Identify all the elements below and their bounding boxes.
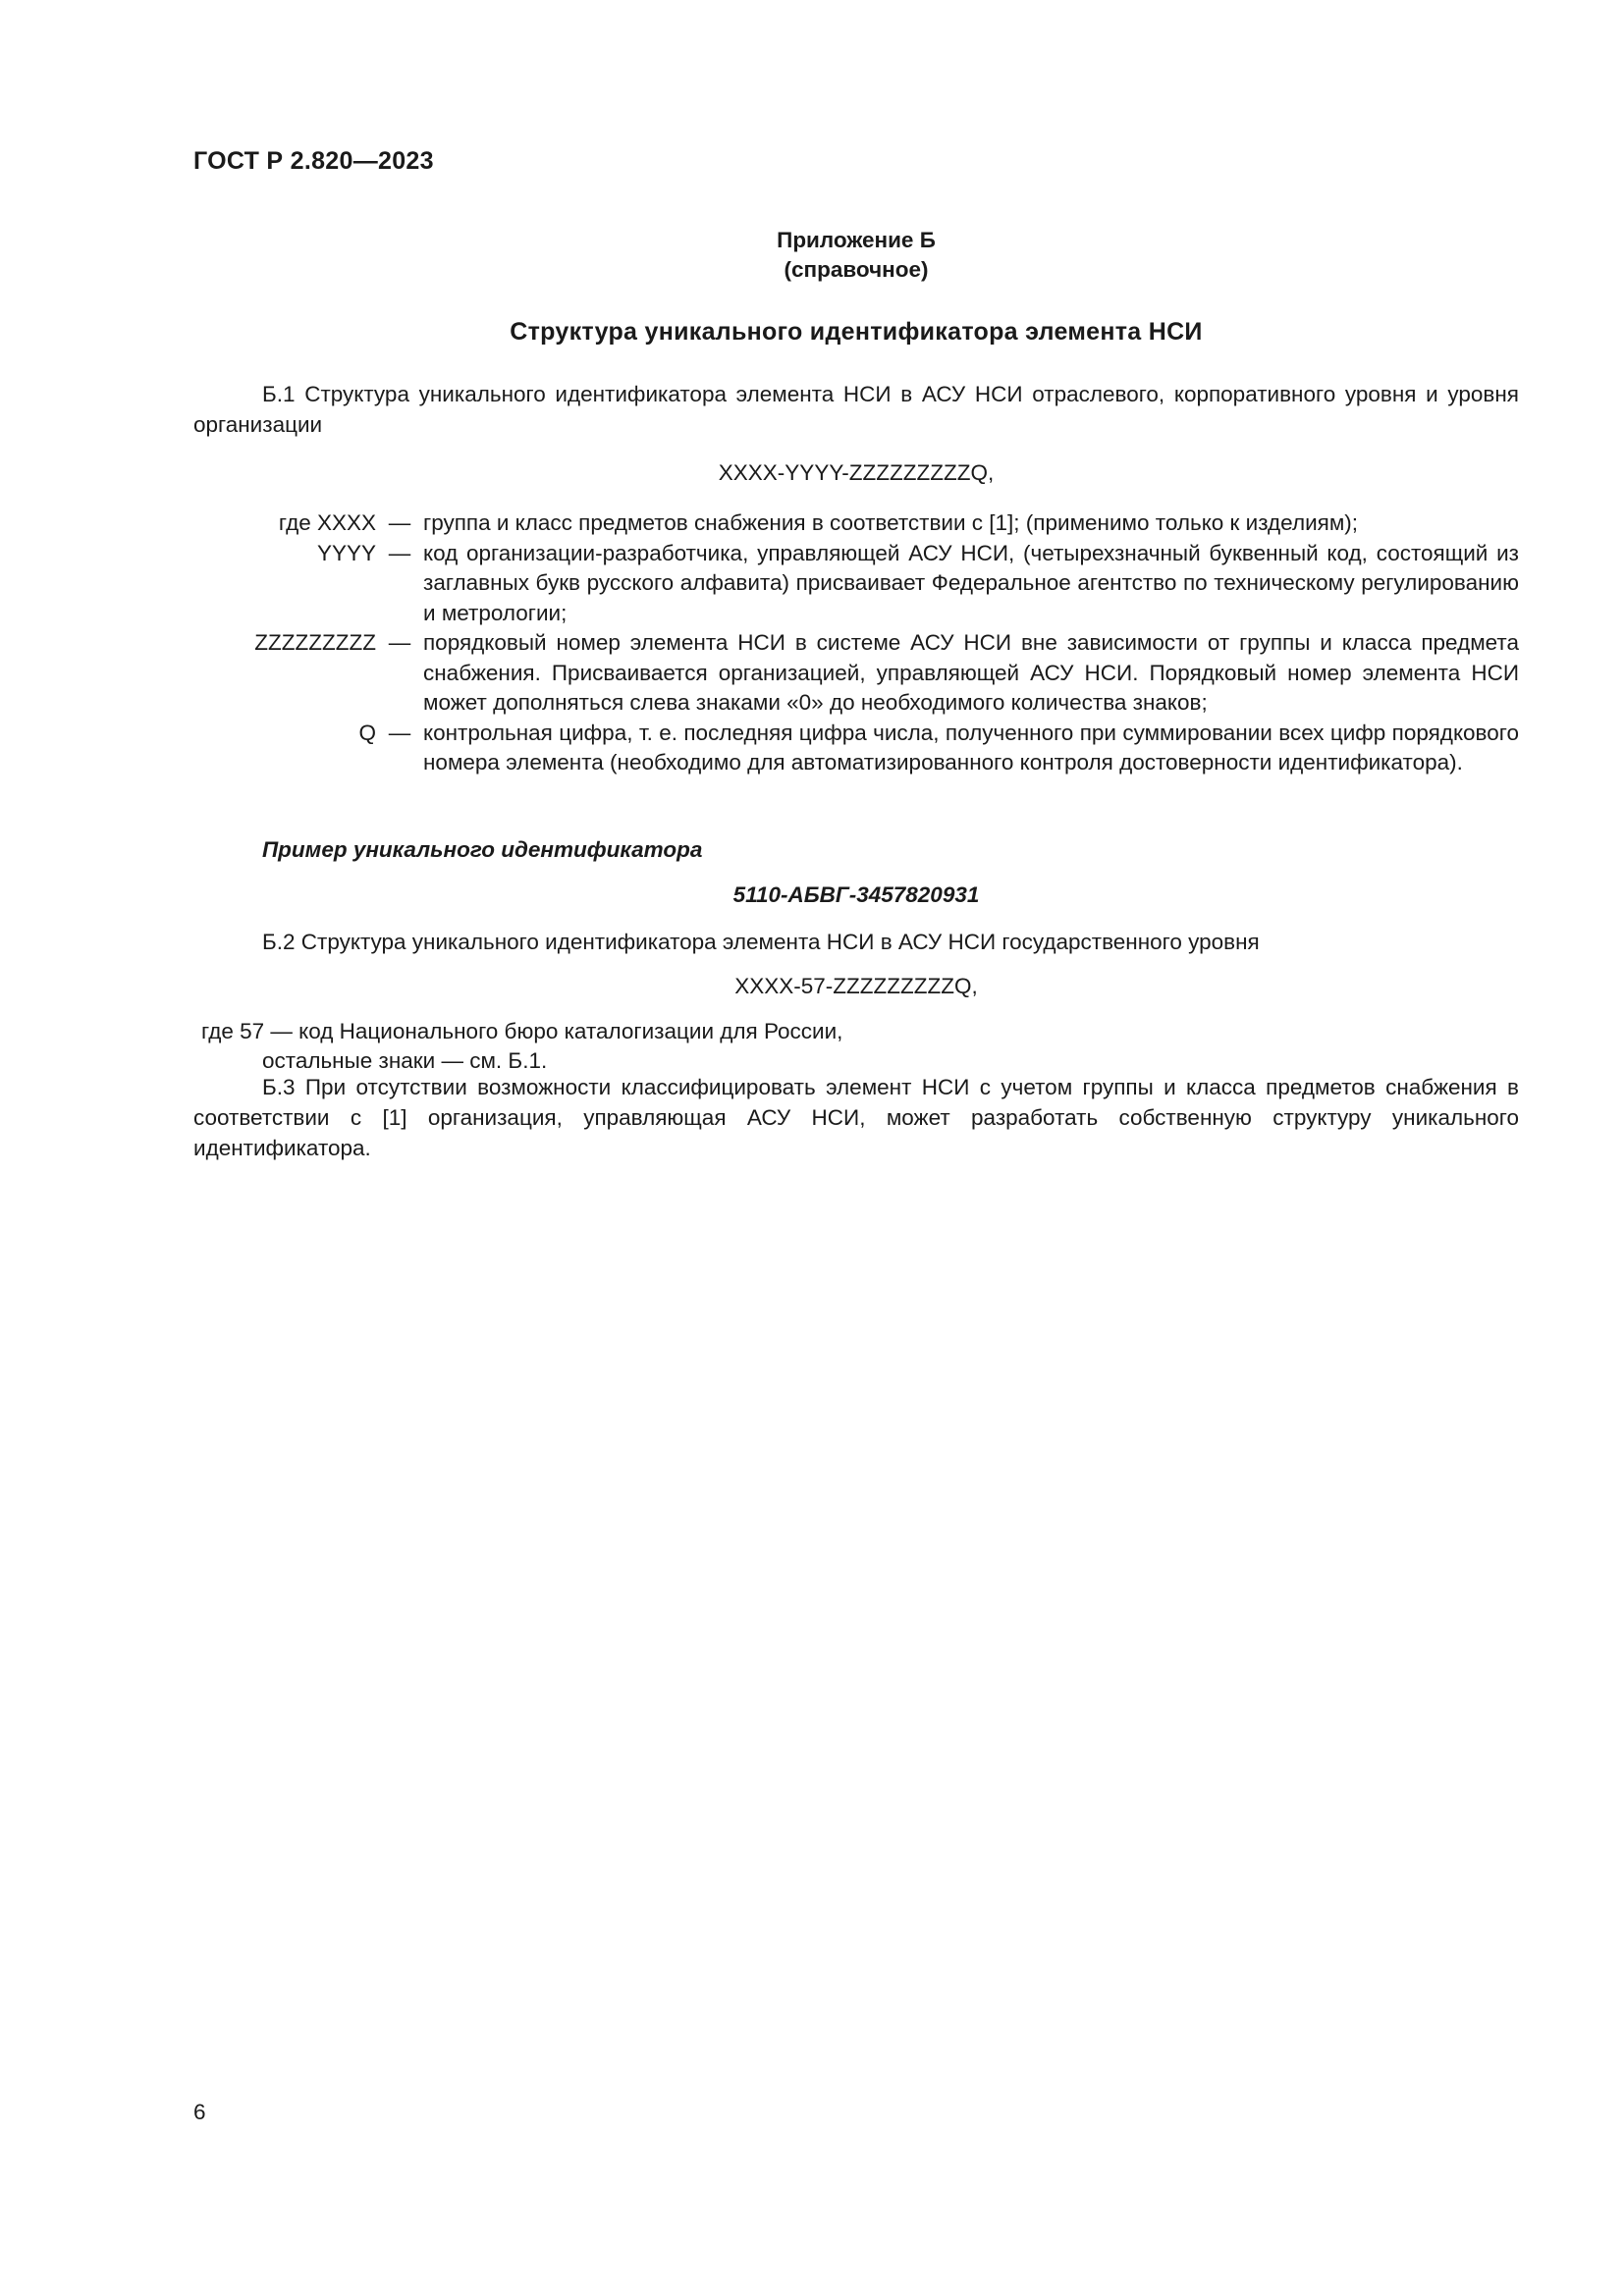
definition-text: код организации-разработчика, управляющей АСУ НСИ, (четырехзначный буквенный код, состоящий из заглавных букв русского алфавита) присваивает Федеральное агентство по техническому регулированию и метрологии;	[423, 540, 1519, 625]
paragraph-b2: Б.2 Структура уникального идентификатора элемента НСИ в АСУ НСИ государственного уровня	[262, 930, 1260, 954]
where-b2-line2: остальные знаки — см. Б.1.	[262, 1048, 548, 1073]
paragraph-b1: Б.1 Структура уникального идентификатора элемента НСИ в АСУ НСИ отраслевого, корпоративного уровня и уровня организации	[193, 382, 1519, 437]
definition-dash: —	[388, 540, 411, 565]
paragraph-b3: Б.3 При отсутствии возможности классифицировать элемент НСИ с учетом группы и класса предметов снабжения в соответствии с [1] организация, управляющая АСУ НСИ, может разработать собственную структуру уникального идентификатора.	[193, 1075, 1519, 1160]
annex-heading	[193, 226, 1519, 285]
annex-title: Приложение Б	[777, 228, 936, 252]
definition-text: порядковый номер элемента НСИ в системе АСУ НСИ вне зависимости от группы и класса предмета снабжения. Присваивается организацией, управляющей АСУ НСИ. Порядковый номер элемента НСИ может дополняться слева знаками «0» до необходимого количества знаков;	[423, 630, 1519, 715]
formula-b1: XXXX-YYYY-ZZZZZZZZZQ,	[718, 460, 995, 485]
example-code: 5110-АБВГ-3457820931	[732, 882, 980, 907]
page-number: 6	[193, 2100, 206, 2124]
definition-row	[193, 539, 1519, 629]
definition-text: контрольная цифра, т. е. последняя цифра числа, полученного при суммировании всех цифр порядкового номера элемента (необходимо для автоматизированного контроля достоверности идентификатора).	[423, 720, 1519, 774]
where-b2-line1: где 57 — код Национального бюро каталогизации для России,	[201, 1019, 843, 1043]
definition-text: группа и класс предметов снабжения в соответствии с [1]; (применимо только к изделиям);	[423, 510, 1359, 535]
definition-term: YYYY	[316, 540, 376, 565]
formula-b1-block	[193, 457, 1519, 488]
definition-term: где XXXX	[278, 510, 376, 535]
section-title: Структура уникального идентификатора элемента НСИ	[510, 318, 1203, 346]
definition-row	[193, 628, 1519, 719]
standard-number: ГОСТ Р 2.820—2023	[193, 147, 434, 175]
definition-row	[193, 719, 1519, 778]
paragraph-b1-block	[193, 379, 1519, 440]
annex-type: (справочное)	[784, 257, 929, 282]
definitions-list	[193, 508, 1519, 778]
paragraph-b3-block	[193, 1072, 1519, 1163]
example-title: Пример уникального идентификатора	[262, 837, 703, 862]
definition-dash: —	[388, 510, 411, 535]
paragraph-b2-block	[193, 927, 1519, 957]
definition-row	[193, 508, 1519, 539]
definition-term: Q	[358, 720, 376, 745]
where-b2-block	[201, 1017, 1519, 1076]
definition-dash: —	[388, 720, 411, 745]
definition-dash: —	[388, 630, 411, 655]
formula-b2-block	[193, 971, 1519, 1001]
formula-b2: XXXX-57-ZZZZZZZZZQ,	[734, 974, 978, 998]
definition-term: ZZZZZZZZZ	[254, 630, 376, 655]
